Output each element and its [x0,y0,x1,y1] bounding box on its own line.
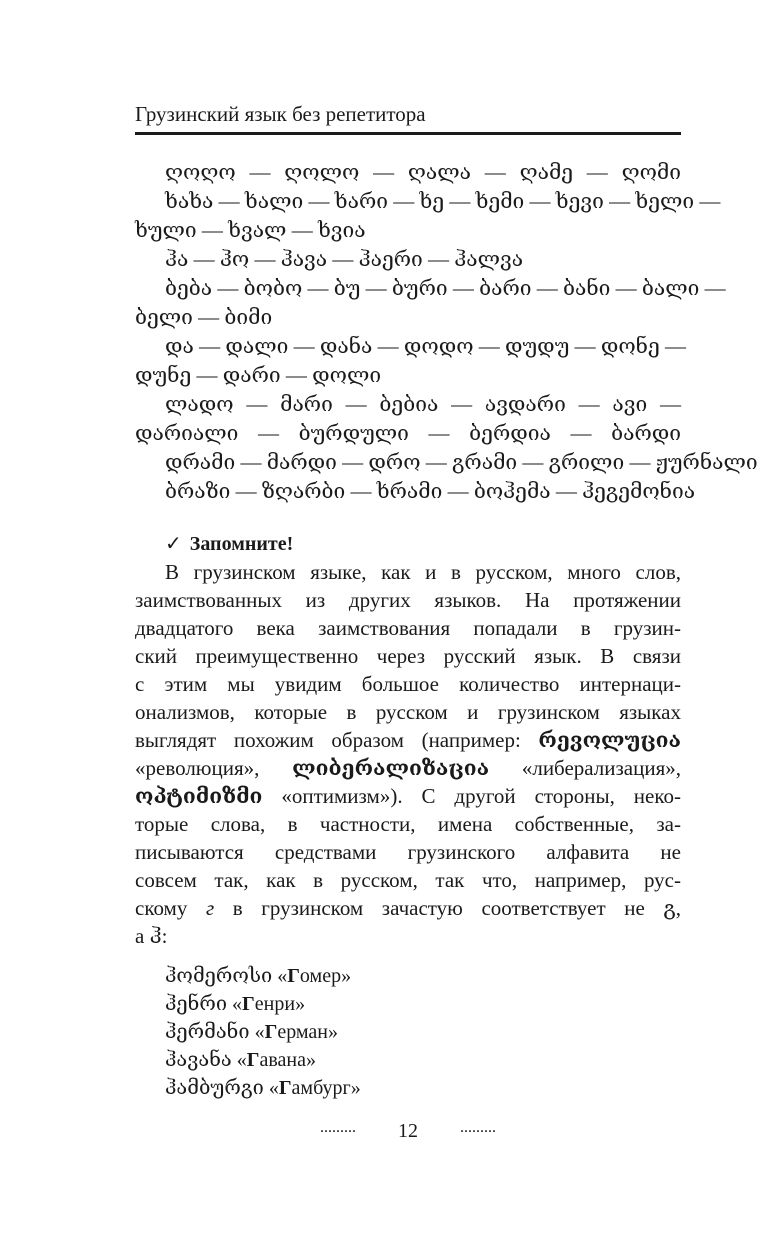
paragraph-line [135,894,681,922]
quote-mark: « [268,1077,279,1099]
exercise-list [135,158,758,506]
remember-title: Запомните! [189,533,294,555]
exercise-line: ბრაზი — ზღარბი — ხრამი — ბოჰემა — ჰეგემონია [165,479,696,503]
paragraph-text: а [135,924,145,948]
highlighted-letter: Г [242,993,255,1015]
russian-name: омер» [299,965,352,987]
georgian-name: ჰენრი [165,993,228,1015]
paragraph-line: В грузинском языке, как и в русском, много слов, [165,560,681,584]
paragraph-line: заимствованных из других языков. На протяжении [135,588,681,612]
georgian-letter: ჰ: [149,924,168,948]
paragraph-line: совсем так, как в русском, так что, например, рус- [135,868,681,892]
quote-mark: « [232,993,243,1015]
paragraph-line: с этим мы увидим большое количество интернаци- [135,672,681,696]
paragraph-line [135,754,681,782]
exercise-line: ლადო — მარი — ბებია — ავდარი — ავი — [165,392,681,416]
russian-name: авана» [259,1049,316,1071]
exercise-line: ღოღო — ღოლო — ღალა — ღამე — ღომი [165,160,681,184]
russian-name: амбург» [291,1077,361,1099]
running-header: Грузинский язык без репетитора [135,102,426,126]
name-example [165,990,361,1018]
exercise-line: ხახა — ხალი — ხარი — ხე — ხემი — ხევი — ხელი — [165,189,721,213]
highlighted-letter: Г [264,1021,278,1043]
exercise-line: დუნე — დარი — დოლი [135,363,382,387]
paragraph-line [135,726,681,754]
remember-heading [165,530,293,558]
highlighted-letter: Г [246,1049,260,1071]
paragraph-text: выглядят похожим образом (например: [135,728,521,752]
paragraph-line [135,922,681,950]
exercise-line: ბელი — ბიმი [135,305,273,329]
page-footer [320,1120,496,1143]
quote-mark: « [254,1021,265,1043]
paragraph-line [135,782,681,810]
name-examples [165,962,361,1102]
exercise-line: ბება — ბობო — ბუ — ბური — ბარი — ბანი — ბალი — [165,276,726,300]
paragraph-text: «оптимизм»). С другой стороны, неко- [281,784,681,808]
exercise-line: დარიალი — ბურდული — ბერდია — ბარდი [135,421,681,445]
georgian-name: ჰავანა [165,1049,232,1071]
paragraph-line: ский преимущественно через русский язык. В связи [135,644,681,668]
quote-mark: « [236,1049,247,1071]
name-example [165,1046,361,1074]
highlighted-letter: Г [287,965,300,987]
paragraph-line: двадцатого века заимствования попадали в грузин- [135,616,681,640]
georgian-letter: გ, [663,896,682,920]
exercise-line: დრამი — მარდი — დრო — გრამი — გრილი — ჟურნალი [165,450,758,474]
name-example [165,1074,361,1102]
georgian-name: ჰამბურგი [165,1077,264,1099]
paragraph-line: торые слова, в частности, имена собственные, за- [135,812,681,836]
russian-letter: г [205,896,215,920]
exercise-line: და — დალი — დანა — დოდო — დუდუ — დონე — [165,334,687,358]
paragraph-line: писываются средствами грузинского алфавита не [135,840,681,864]
paragraph-text: скому [135,896,188,920]
page-number: 12 [398,1120,418,1142]
georgian-example: ოპტიმიზმი [135,784,263,808]
name-example [165,1018,361,1046]
footer-dots-right: ········· [459,1124,496,1138]
russian-name: ерман» [277,1021,338,1043]
georgian-name: ჰომეროსი [165,965,273,987]
paragraph-line: онализмов, которые в русском и грузинском языках [135,700,681,724]
paragraph-text: «революция», [135,756,260,780]
georgian-name: ჰერმანი [165,1021,250,1043]
body-paragraph [135,558,681,950]
exercise-line: ჰა — ჰო — ჰავა — ჰაერი — ჰალვა [165,247,524,271]
russian-name: енри» [254,993,306,1015]
highlighted-letter: Г [278,1077,292,1099]
checkmark-icon: ✓ [165,533,182,555]
quote-mark: « [277,965,288,987]
header-rule [135,132,681,135]
footer-dots-left: ········· [320,1124,357,1138]
georgian-example: ლიბერალიზაცია [292,756,490,780]
paragraph-text: «либерализация», [521,756,682,780]
paragraph-text: в грузинском зачастую соответствует не [232,896,645,920]
exercise-line: ხული — ხვალ — ხვია [135,218,366,242]
name-example [165,962,361,990]
georgian-example: რევოლუცია [538,728,681,752]
